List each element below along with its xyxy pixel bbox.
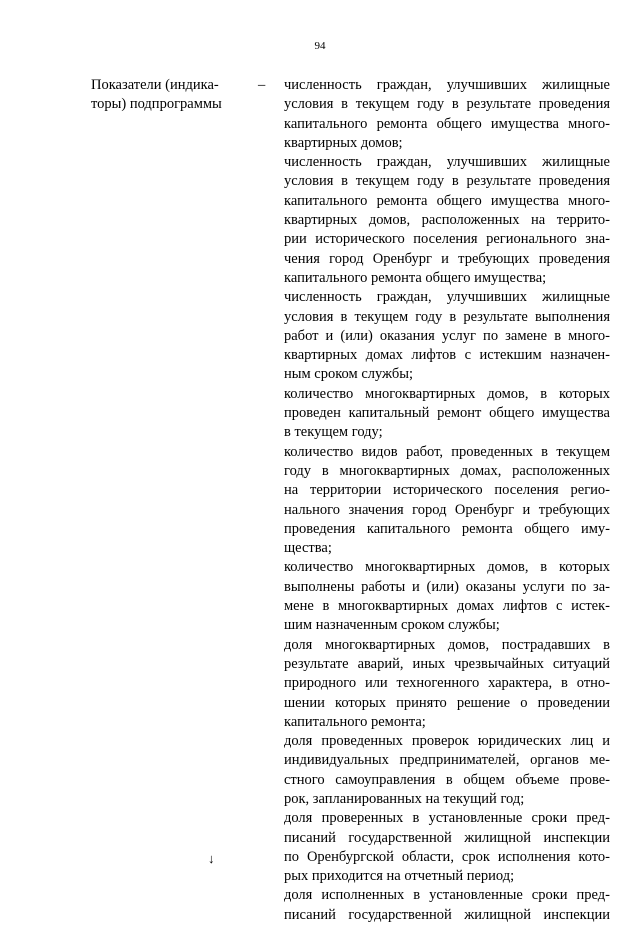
indicator-line: проведен капитальный ремонт общего имущества — [284, 405, 610, 422]
indicator-item — [284, 288, 610, 384]
indicator-line: доля исполненных в установленные сроки пред- — [284, 887, 610, 904]
indicator-line: проведения капитального ремонта общего иму- — [284, 520, 610, 537]
indicator-line: шении которых принято решение о проведении — [284, 694, 610, 711]
indicator-line: писаний государственной жилищной инспекции — [284, 906, 610, 923]
row-label — [91, 76, 256, 115]
indicator-line: численность граждан, улучшивших жилищные — [284, 154, 610, 171]
indicator-line: условия в текущем году в результате проведения — [284, 96, 610, 113]
indicator-line: квартирных домов; — [284, 134, 403, 151]
indicator-item — [284, 76, 610, 153]
indicator-line: ным сроком службы; — [284, 366, 414, 383]
indicator-line: доля проверенных в установленные сроки пред- — [284, 810, 610, 827]
indicator-item — [284, 809, 610, 886]
indicator-line: количество многоквартирных домов, в которых — [284, 559, 610, 576]
indicator-item — [284, 732, 610, 809]
indicator-line: шим назначенным сроком службы; — [284, 617, 500, 634]
indicator-line: рых приходится на отчетный период; — [284, 868, 515, 885]
indicator-item — [284, 443, 610, 559]
indicator-line: рок, запланированных на текущий год; — [284, 790, 525, 807]
footer-mark: ↓ — [208, 851, 215, 866]
indicator-line: результате аварий, иных чрезвычайных ситуаций — [284, 655, 610, 672]
indicator-item — [284, 558, 610, 635]
indicator-line: капитального ремонта общего имущества много- — [284, 192, 610, 209]
indicator-list — [284, 76, 610, 925]
indicator-line: квартирных домах лифтов с истекшим назначен- — [284, 347, 610, 364]
indicator-line: в текущем году; — [284, 424, 383, 441]
indicator-line: индивидуальных предпринимателей, органов ме- — [284, 752, 610, 769]
row-label-line: торы) подпрограммы — [91, 96, 222, 113]
indicator-line: природного или техногенного характера, в отно- — [284, 675, 610, 692]
row-label-line: Показатели (индика- — [91, 77, 219, 93]
indicator-line: количество видов работ, проведенных в текущем — [284, 443, 610, 460]
indicator-line: работ и (или) оказания услуг по замене в много- — [284, 327, 610, 344]
indicator-line: капитального ремонта общего имущества много- — [284, 115, 610, 132]
indicator-line: писаний государственной жилищной инспекции — [284, 829, 610, 846]
indicator-line: нального значения город Оренбург и требующих — [284, 501, 610, 518]
indicator-line: численность граждан, улучшивших жилищные — [284, 289, 610, 306]
indicator-line: условия в текущем году в результате проведения — [284, 173, 610, 190]
indicator-line: щества; — [284, 540, 332, 557]
indicator-item — [284, 886, 610, 925]
indicator-line: году в многоквартирных домах, расположенных — [284, 462, 610, 479]
indicator-line: по Оренбургской области, срок исполнения кото- — [284, 848, 610, 865]
indicator-line: доля многоквартирных домов, пострадавших в — [284, 636, 610, 653]
indicator-line: квартирных домов, расположенных на террито- — [284, 212, 610, 229]
indicator-line: условия в текущем году в результате выполнения — [284, 308, 610, 325]
indicator-line: мене в многоквартирных домах лифтов с истек- — [284, 598, 610, 615]
page-number: 94 — [314, 40, 326, 52]
indicator-line: капитального ремонта; — [284, 713, 426, 730]
indicator-line: чения город Оренбург и требующих проведения — [284, 250, 610, 267]
indicator-line: выполнены работы и (или) оказаны услуги по за- — [284, 578, 610, 595]
indicator-item — [284, 385, 610, 443]
indicator-line: на территории исторического поселения регио- — [284, 482, 610, 499]
indicator-line: численность граждан, улучшивших жилищные — [284, 77, 610, 93]
indicator-line: рии исторического поселения регионального зна- — [284, 231, 610, 248]
indicator-line: стного самоуправления в общем объеме прове- — [284, 771, 610, 788]
indicator-line: капитального ремонта общего имущества; — [284, 269, 547, 286]
indicator-item — [284, 636, 610, 732]
indicator-line: количество многоквартирных домов, в которых — [284, 385, 610, 402]
indicator-line: доля проведенных проверок юридических лиц и — [284, 733, 610, 750]
indicator-item — [284, 153, 610, 288]
label-dash: – — [258, 77, 266, 93]
